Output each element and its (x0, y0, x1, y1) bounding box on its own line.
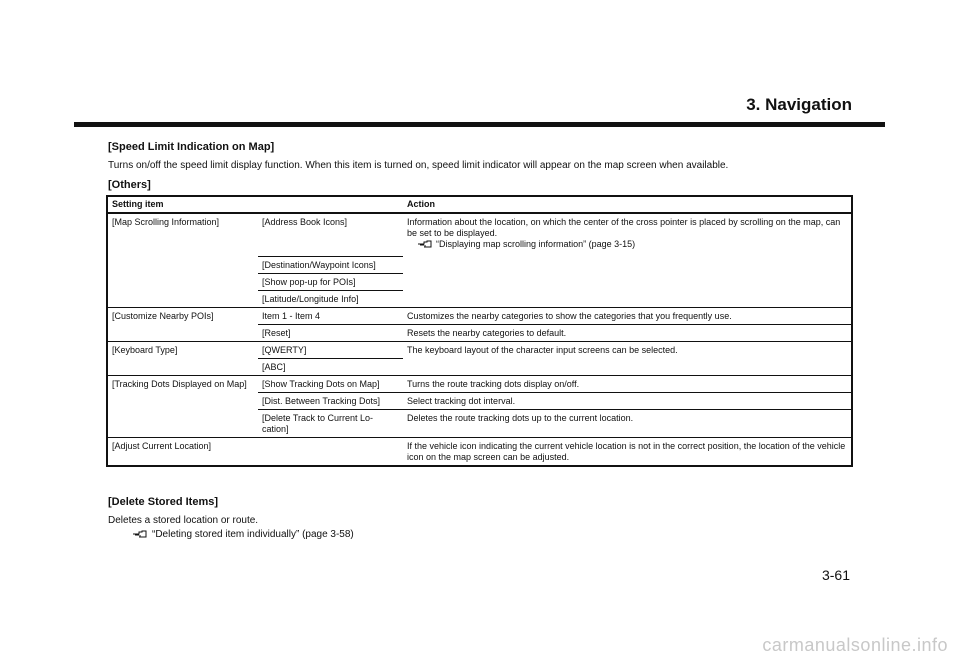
speed-limit-heading: [Speed Limit Indication on Map] (108, 141, 275, 153)
delete-body: Deletes a stored location or route. (108, 515, 259, 526)
row-tracking-action-3: Deletes the route tracking dots up to the current location. (403, 410, 851, 438)
pointing-hand-icon (132, 529, 148, 540)
row-tracking-sub-1: [Show Tracking Dots on Map] (258, 376, 403, 393)
map-scroll-ref-text: “Displaying map scrolling information” (page 3-15) (436, 239, 636, 249)
map-scroll-ref (407, 239, 847, 250)
delete-heading: [Delete Stored Items] (108, 496, 219, 508)
row-nearby-sub-1: Item 1 - Item 4 (258, 308, 403, 325)
pointing-hand-icon (417, 239, 433, 250)
map-scroll-action-text: Information about the location, on which the center of the cross pointer is placed by scrolling on the map, can be set to be displayed. (407, 217, 841, 238)
row-map-scroll-sub-3: [Show pop-up for POIs] (258, 274, 403, 291)
row-nearby-item: [Customize Nearby POIs] (108, 308, 258, 342)
others-heading: [Others] (108, 179, 151, 191)
row-tracking-action-1: Turns the route tracking dots display on/off. (403, 376, 851, 393)
row-nearby-sub-2: [Reset] (258, 325, 403, 342)
row-nearby-action-2: Resets the nearby categories to default. (403, 325, 851, 342)
row-keyboard-action: The keyboard layout of the character input screens can be selected. (403, 342, 851, 376)
row-keyboard-sub-2: [ABC] (258, 359, 403, 376)
row-keyboard-item: [Keyboard Type] (108, 342, 258, 376)
col-header-setting: Setting item (108, 197, 403, 213)
delete-ref-text: “Deleting stored item individually” (page 3-58) (152, 529, 354, 540)
chapter-title: 3. Navigation (746, 95, 852, 114)
speed-limit-body: Turns on/off the speed limit display function. When this item is turned on, speed limit indicator will appear on the map screen when available. (108, 160, 729, 171)
row-tracking-action-2: Select tracking dot interval. (403, 393, 851, 410)
settings-table (108, 197, 851, 465)
watermark: carmanualsonline.info (762, 635, 948, 655)
row-keyboard-sub-1: [QWERTY] (258, 342, 403, 359)
row-map-scroll-sub-4: [Latitude/Longitude Info] (258, 291, 403, 308)
col-header-action: Action (403, 197, 851, 213)
row-map-scroll-item: [Map Scrolling Information] (108, 213, 258, 308)
row-map-scroll-action (403, 213, 851, 308)
row-tracking-sub-3: [Delete Track to Current Lo-cation] (258, 410, 403, 438)
row-map-scroll-sub-2: [Destination/Waypoint Icons] (258, 257, 403, 274)
row-nearby-action-1: Customizes the nearby categories to show the categories that you frequently use. (403, 308, 851, 325)
row-tracking-item: [Tracking Dots Displayed on Map] (108, 376, 258, 438)
header-rule (74, 122, 885, 127)
page-number: 3-61 (821, 567, 850, 583)
row-adjust-action: If the vehicle icon indicating the current vehicle location is not in the correct position, the location of the vehicle icon on the map screen can be adjusted. (403, 438, 851, 466)
delete-ref (132, 529, 354, 540)
row-adjust-item: [Adjust Current Location] (108, 438, 403, 466)
row-map-scroll-sub-1: [Address Book Icons] (258, 213, 403, 257)
row-tracking-sub-2: [Dist. Between Tracking Dots] (258, 393, 403, 410)
